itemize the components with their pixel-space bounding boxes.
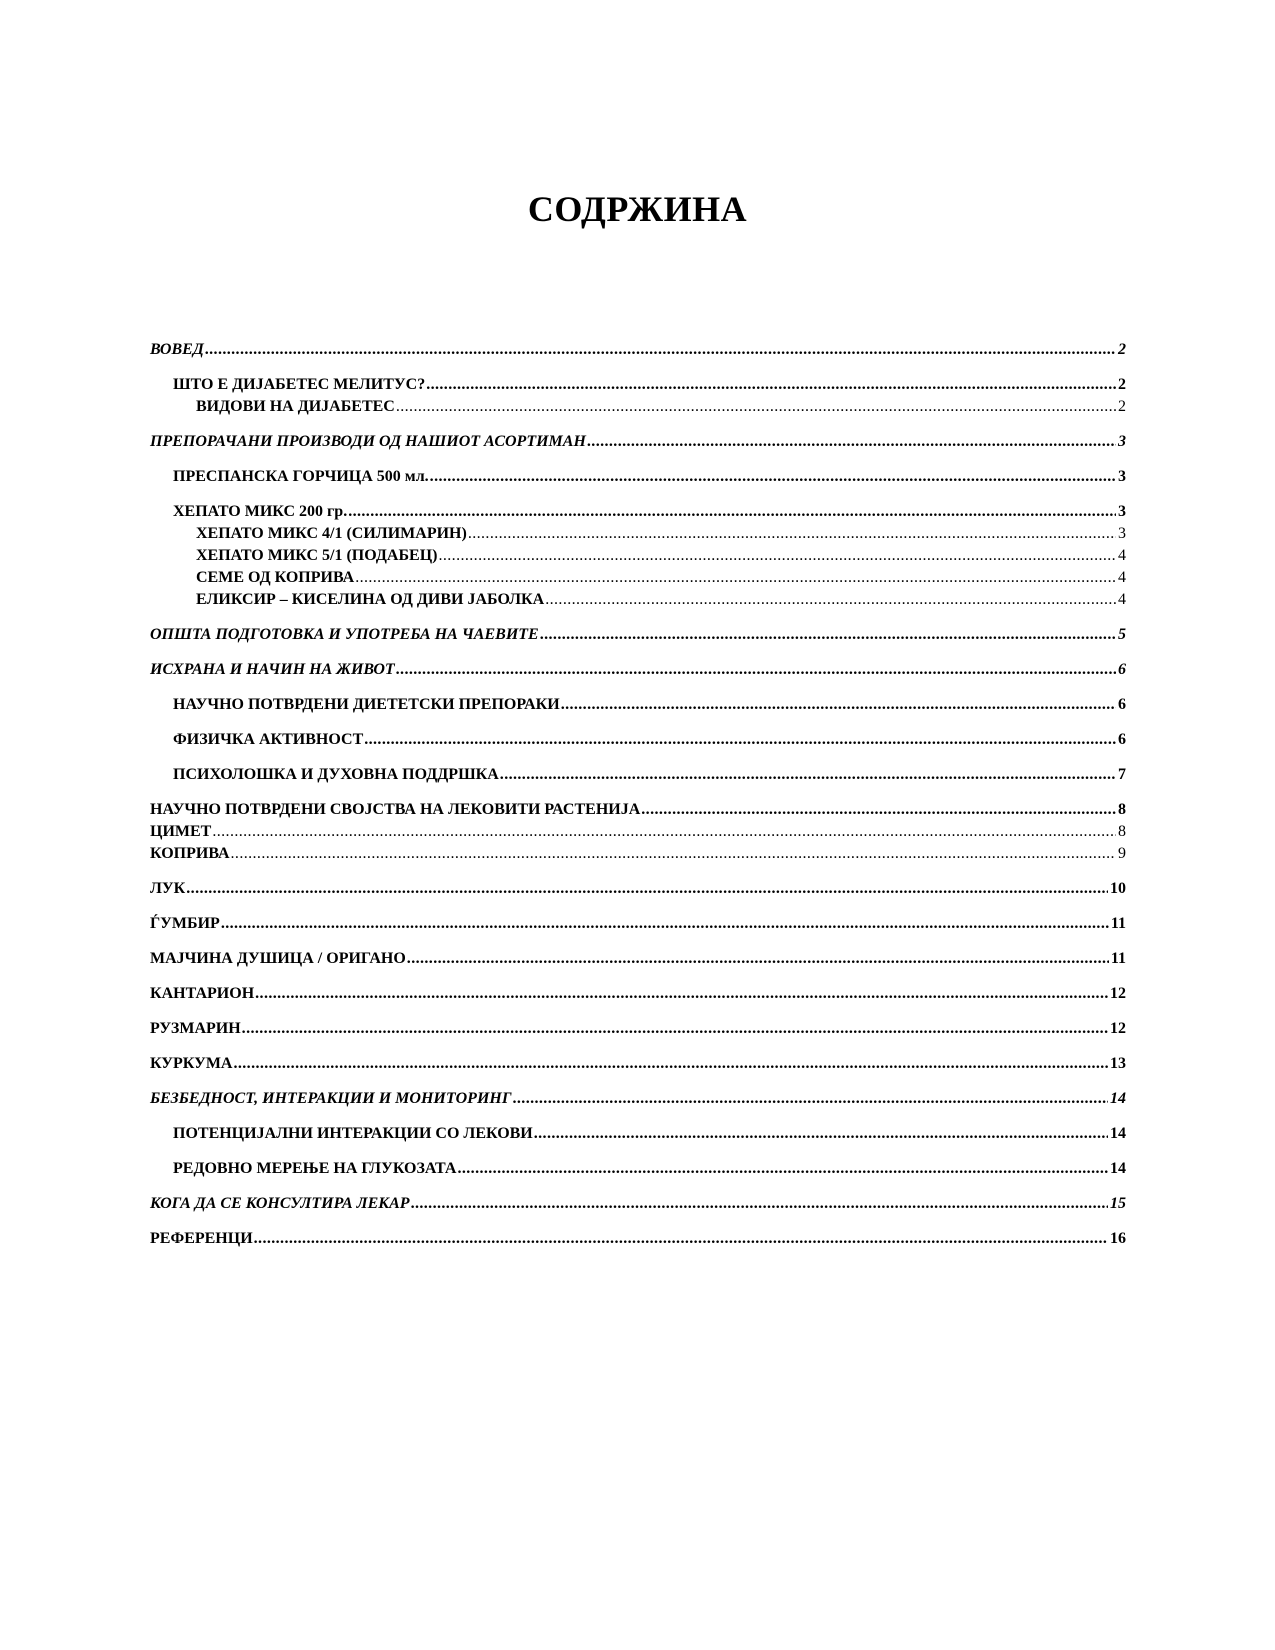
toc-entry-label: КОПРИВА (150, 845, 230, 862)
toc-entry-label: ХЕПАТО МИКС 5/1 (ПОДАБЕЦ) (196, 547, 438, 564)
toc-leader (545, 590, 1116, 610)
toc-leader (254, 1229, 1108, 1249)
toc-entry-label: НАУЧНО ПОТВРДЕНИ ДИЕТЕТСКИ ПРЕПОРАКИ (173, 696, 560, 713)
toc-entry-what-is-diabetes[interactable] (173, 375, 1126, 395)
toc-leader (426, 375, 1116, 395)
toc-entry-label: ПОТЕНЦИЈАЛНИ ИНТЕРАКЦИИ СО ЛЕКОВИ (173, 1125, 533, 1142)
toc-entry-page: 2 (1118, 341, 1126, 358)
toc-entry-label: ХЕПАТО МИКС 4/1 (СИЛИМАРИН) (196, 525, 467, 542)
toc-leader (364, 730, 1116, 750)
toc-leader (355, 568, 1116, 588)
toc-entry-references[interactable] (150, 1229, 1126, 1249)
toc-entry-page: 3 (1118, 468, 1126, 485)
toc-leader (587, 432, 1116, 452)
toc-leader (396, 397, 1116, 417)
toc-entry-drug-interactions[interactable] (173, 1124, 1126, 1144)
toc-leader (641, 800, 1116, 820)
toc-entry-label: ЕЛИКСИР – КИСЕЛИНА ОД ДИВИ ЈАБОЛКА (196, 591, 545, 608)
toc-entry-page: 4 (1118, 547, 1126, 564)
toc-entry-label: ЛУК (150, 880, 186, 897)
toc-leader (430, 467, 1116, 487)
toc-entry-label: НАУЧНО ПОТВРДЕНИ СВОЈСТВА НА ЛЕКОВИТИ РАСТЕНИЈА (150, 801, 641, 818)
toc-entry-gjumbir[interactable] (150, 914, 1126, 934)
toc-entry-safety-interactions[interactable] (150, 1089, 1126, 1109)
toc-entry-vovod[interactable] (150, 340, 1126, 360)
toc-entry-eliksir[interactable] (196, 590, 1126, 610)
toc-leader (468, 524, 1116, 544)
toc-entry-page: 7 (1118, 766, 1126, 783)
toc-entry-label: ВИДОВИ НА ДИЈАБЕТЕС (196, 398, 395, 415)
toc-entry-consult-doctor[interactable] (150, 1194, 1126, 1214)
toc-entry-page: 6 (1118, 731, 1126, 748)
toc-entry-page: 9 (1118, 845, 1126, 862)
toc-entry-label: ПСИХОЛОШКА И ДУХОВНА ПОДДРШКА (173, 766, 499, 783)
toc-entry-nutrition-lifestyle[interactable] (150, 660, 1126, 680)
toc-entry-label: ФИЗИЧКА АКТИВНОСТ (173, 731, 364, 748)
toc-entry-label: РЕДОВНО МЕРЕЊЕ НА ГЛУКОЗАТА (173, 1160, 457, 1177)
toc-entry-page: 2 (1118, 398, 1126, 415)
toc-leader (438, 546, 1116, 566)
toc-leader (348, 502, 1116, 522)
toc-entry-psychological-support[interactable] (173, 765, 1126, 785)
toc-entry-recommended-products[interactable] (150, 432, 1126, 452)
toc-entry-page: 3 (1118, 525, 1126, 542)
toc-entry-page: 4 (1118, 591, 1126, 608)
toc-leader (534, 1124, 1108, 1144)
toc-entry-page: 10 (1110, 880, 1126, 897)
toc-entry-page: 8 (1118, 801, 1126, 818)
toc-entry-luk[interactable] (150, 879, 1126, 899)
toc-entry-label: ХЕПАТО МИКС 200 гр. (173, 503, 348, 520)
toc-entry-label: СЕМЕ ОД КОПРИВА (196, 569, 355, 586)
toc-entry-page: 14 (1110, 1090, 1126, 1107)
toc-leader (255, 984, 1108, 1004)
toc-entry-page: 5 (1118, 626, 1126, 643)
toc-leader (561, 695, 1116, 715)
toc-entry-kantarion[interactable] (150, 984, 1126, 1004)
toc-entry-tea-preparation[interactable] (150, 625, 1126, 645)
toc-entry-label: РЕФЕРЕНЦИ (150, 1230, 253, 1247)
toc-entry-page: 2 (1118, 376, 1126, 393)
toc-leader (212, 822, 1116, 842)
toc-leader (396, 660, 1116, 680)
toc-entry-label: МАЈЧИНА ДУШИЦА / ОРИГАНО (150, 950, 406, 967)
toc-entry-label: КУРКУМА (150, 1055, 233, 1072)
toc-entry-ruzmarin[interactable] (150, 1019, 1126, 1039)
toc-entry-majchina-dushica[interactable] (150, 949, 1126, 969)
toc-entry-label: БЕЗБЕДНОСТ, ИНТЕРАКЦИИ И МОНИТОРИНГ (150, 1090, 512, 1107)
toc-entry-hepato-miks-5-1[interactable] (196, 546, 1126, 566)
toc-entry-label: ПРЕСПАНСКА ГОРЧИЦА 500 мл. (173, 468, 429, 485)
toc-entry-page: 4 (1118, 569, 1126, 586)
toc-entry-physical-activity[interactable] (173, 730, 1126, 750)
toc-leader (233, 1054, 1108, 1074)
toc-entry-seme-od-kopriva[interactable] (196, 568, 1126, 588)
toc-entry-hepato-miks-4-1[interactable] (196, 524, 1126, 544)
toc-entry-cimet[interactable] (150, 822, 1126, 842)
toc-entry-types-of-diabetes[interactable] (196, 397, 1126, 417)
toc-entry-page: 11 (1110, 950, 1126, 967)
toc-leader (500, 765, 1116, 785)
toc-entry-label: КАНТАРИОН (150, 985, 255, 1002)
toc-entry-dietary-recommendations[interactable] (173, 695, 1126, 715)
toc-entry-prespanska-gorchica[interactable] (173, 467, 1126, 487)
toc-entry-page: 15 (1110, 1195, 1126, 1212)
toc-leader (513, 1089, 1109, 1109)
toc-entry-page: 8 (1118, 823, 1126, 840)
toc-entry-label: ЃУМБИР (150, 915, 220, 932)
toc-entry-kopriva[interactable] (150, 844, 1126, 864)
toc-leader (221, 914, 1109, 934)
toc-entry-label: ВОВЕД (150, 341, 204, 358)
toc-entry-page: 6 (1118, 661, 1126, 678)
toc-entry-label: ИСХРАНА И НАЧИН НА ЖИВОТ (150, 661, 395, 678)
toc-entry-medicinal-plants[interactable] (150, 800, 1126, 820)
toc-leader (540, 625, 1116, 645)
toc-entry-page: 3 (1118, 503, 1126, 520)
toc-leader (186, 879, 1108, 899)
toc-entry-page: 3 (1118, 433, 1126, 450)
toc-entry-page: 14 (1110, 1160, 1126, 1177)
toc-entry-page: 16 (1110, 1230, 1126, 1247)
toc-entry-label: ПРЕПОРАЧАНИ ПРОИЗВОДИ ОД НАШИОТ АСОРТИМАН (150, 433, 586, 450)
toc-entry-label: КОГА ДА СЕ КОНСУЛТИРА ЛЕКАР (150, 1195, 410, 1212)
toc-entry-page: 13 (1110, 1055, 1126, 1072)
toc-entry-page: 12 (1110, 1020, 1126, 1037)
toc-entry-glucose-measurement[interactable] (173, 1159, 1126, 1179)
toc-leader (411, 1194, 1108, 1214)
page-title: СОДРЖИНА (527, 189, 748, 229)
toc-leader (231, 844, 1116, 864)
toc-leader (205, 340, 1116, 360)
toc-entry-page: 14 (1110, 1125, 1126, 1142)
toc-entry-kurkuma[interactable] (150, 1054, 1126, 1074)
toc-leader (242, 1019, 1108, 1039)
toc-leader (457, 1159, 1108, 1179)
toc-leader (407, 949, 1109, 969)
toc-entry-hepato-miks-200[interactable] (173, 502, 1126, 522)
toc-entry-label: ШТО Е ДИЈАБЕТЕС МЕЛИТУС? (173, 376, 426, 393)
toc-entry-page: 11 (1110, 915, 1126, 932)
toc-entry-page: 12 (1110, 985, 1126, 1002)
toc-entry-page: 6 (1118, 696, 1126, 713)
toc-entry-label: РУЗМАРИН (150, 1020, 241, 1037)
toc-entry-label: ЦИМЕТ (150, 823, 212, 840)
toc-entry-label: ОПШТА ПОДГОТОВКА И УПОТРЕБА НА ЧАЕВИТЕ (150, 626, 539, 643)
